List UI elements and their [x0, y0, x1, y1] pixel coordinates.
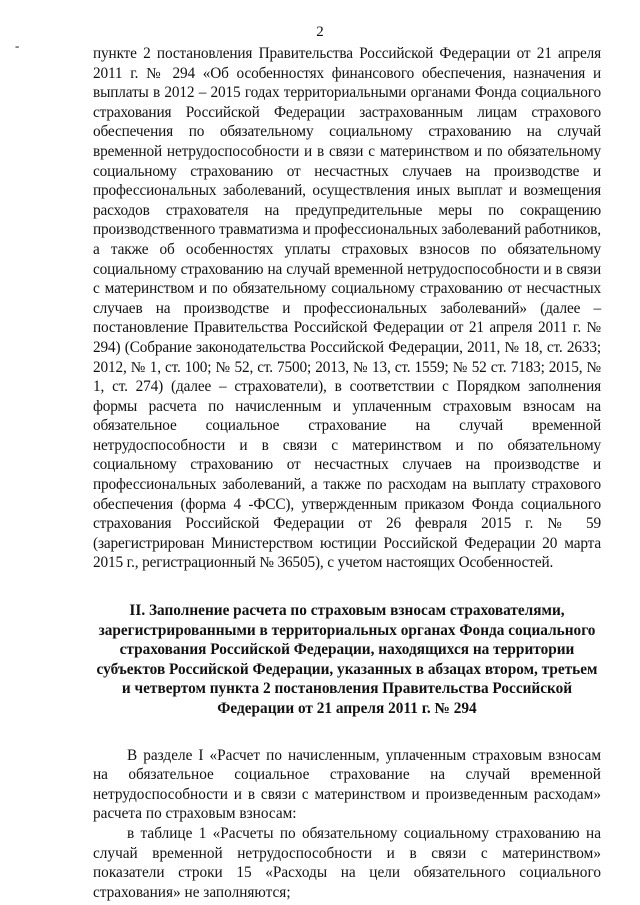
document-body: [93, 44, 601, 902]
section-heading: II. Заполнение расчета по страховым взносам страхователями, зарегистрированными в территориальных органах Фонда социального страхования Российской Федерации, находящихся на территории субъектов Российской Федерации, указанных в абзацах втором, третьем и четвертом пункта 2 постановления Правительства Российской Федерации от 21 апреля 2011 г. № 294: [96, 602, 598, 717]
paragraph-table-1: в таблице 1 «Расчеты по обязательному социальному страхованию на случай временной нетрудоспособности и в связи с материнством» показатели строки 15 «Расходы на цели обязательного социального страхования» не заполняются;: [93, 824, 601, 901]
intro-paragraph: пункте 2 постановления Правительства Российской Федерации от 21 апреля 2011 г. № 294 «Об особенностях финансового обеспечения, назначения и выплаты в 2012 – 2015 годах территориальными органами Фонда социального страхования Российской Федерации застрахованным лицам страхового обеспечения по обязательному социальному страхованию на случай временной нетрудоспособности и в связи с материнством и по обязательному социальному страхованию от несчастных случаев на производстве и профессиональных заболеваний, осуществления иных выплат и возмещения расходов страхователя на предупредительные меры по сокращению производственного травматизма и профессиональных заболеваний работников, а также об особенностях уплаты страховых взносов по обязательному социальному страхованию на случай временной нетрудоспособности и в связи с материнством и по обязательному социальному страхованию от несчастных случаев на производстве и профессиональных заболеваний» (далее – постановление Правительства Российской Федерации от 21 апреля 2011 г. № 294) (Собрание законодательства Российской Федерации, 2011, № 18, ст. 2633; 2012, № 1, ст. 100; № 52, ст. 7500; 2013, № 13, ст. 1559; № 52 ст. 7183; 2015, № 1, ст. 274) (далее – страхователи), в соответствии с Порядком заполнения формы расчета по начисленным и уплаченным страховым взносам на обязательное социальное страхование на случай временной нетрудоспособности и в связи с материнством и по обязательному социальному страхованию от несчастных случаев на производстве и профессиональных заболеваний, а также по расходам на выплату страхового обеспечения (форма 4 -ФСС), утвержденным приказом Фонда социального страхования Российской Федерации от 26 февраля 2015 г. № 59 (зарегистрирован Министерством юстиции Российской Федерации 20 марта 2015 г., регистрационный № 36505), с учетом настоящих Особенностей.: [93, 45, 601, 572]
page-number: 2: [316, 24, 324, 40]
page-margin-mark: -: [15, 38, 20, 53]
paragraph-section-1: В разделе I «Расчет по начисленным, уплаченным страховым взносам на обязательное социальное страхование на случай временной нетрудоспособности и в связи с материнством и произведенным расходам» расчета по страховым взносам:: [93, 746, 601, 823]
